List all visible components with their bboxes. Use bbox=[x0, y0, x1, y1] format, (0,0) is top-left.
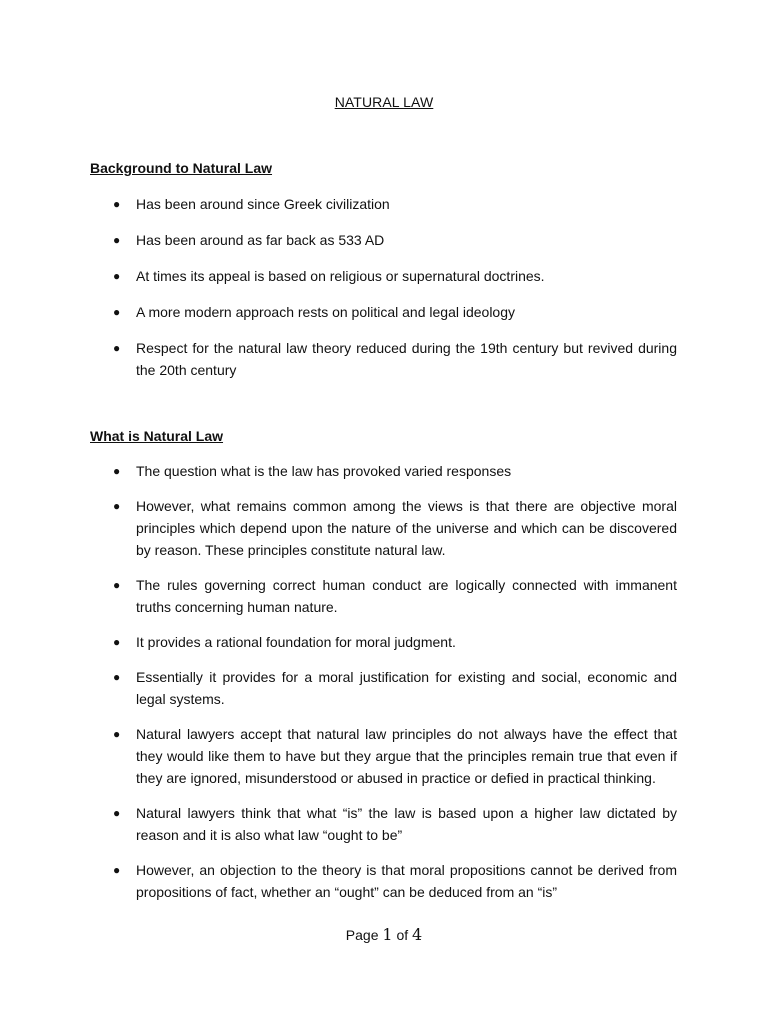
of-label: of bbox=[396, 927, 409, 943]
list-item bbox=[0, 337, 677, 381]
list-item bbox=[0, 574, 677, 618]
list-item bbox=[0, 229, 677, 251]
bullet-icon: ● bbox=[113, 305, 121, 319]
list-item-text: Natural lawyers think that what “is” the law is based upon a higher law dictated by reason and it is also what law “ought to be” bbox=[136, 805, 677, 843]
bullet-icon: ● bbox=[113, 233, 121, 247]
bullet-icon: ● bbox=[113, 806, 121, 820]
what-is-bullet-list bbox=[0, 460, 768, 903]
list-item bbox=[0, 631, 677, 653]
list-item-text: A more modern approach rests on political and legal ideology bbox=[136, 304, 516, 320]
list-item bbox=[0, 859, 677, 903]
list-item-text: At times its appeal is based on religious or supernatural doctrines. bbox=[136, 268, 545, 284]
list-item-text: Natural lawyers accept that natural law principles do not always have the effect that they would like them to have but they argue that the principles remain true that even if they are ignored, misunderstood or abused in practice or defied in practical thinking. bbox=[136, 726, 677, 786]
page-label: Page bbox=[345, 927, 379, 943]
list-item-text: The rules governing correct human conduct are logically connected with immanent truths concerning human nature. bbox=[136, 577, 677, 615]
bullet-icon: ● bbox=[113, 863, 121, 877]
list-item-text: However, an objection to the theory is that moral propositions cannot be derived from propositions of fact, whether an “ought” can be deduced from an “is” bbox=[136, 862, 677, 900]
list-item bbox=[0, 666, 677, 710]
bullet-icon: ● bbox=[113, 499, 121, 513]
list-item bbox=[0, 265, 677, 287]
bullet-icon: ● bbox=[113, 269, 121, 283]
list-item-text: Has been around since Greek civilization bbox=[136, 196, 390, 212]
list-item bbox=[0, 460, 677, 482]
bullet-icon: ● bbox=[113, 578, 121, 592]
current-page-number: 1 bbox=[382, 925, 393, 944]
total-pages-number: 4 bbox=[412, 925, 423, 944]
bullet-icon: ● bbox=[113, 197, 121, 211]
bullet-icon: ● bbox=[113, 341, 121, 355]
document-title: NATURAL LAW bbox=[334, 94, 434, 110]
bullet-icon: ● bbox=[113, 670, 121, 684]
list-item bbox=[0, 193, 677, 215]
list-item bbox=[0, 495, 677, 561]
bullet-icon: ● bbox=[113, 727, 121, 741]
list-item-text: It provides a rational foundation for moral judgment. bbox=[136, 634, 456, 650]
section-heading-background: Background to Natural Law bbox=[90, 160, 273, 176]
list-item bbox=[0, 802, 677, 846]
list-item-text: The question what is the law has provoked varied responses bbox=[136, 463, 512, 479]
list-item bbox=[0, 723, 677, 789]
section-heading-what-is: What is Natural Law bbox=[90, 428, 224, 444]
list-item-text: Essentially it provides for a moral justification for existing and social, economic and legal systems. bbox=[136, 669, 677, 707]
bullet-icon: ● bbox=[113, 635, 121, 649]
bullet-icon: ● bbox=[113, 464, 121, 478]
background-bullet-list bbox=[0, 193, 768, 381]
page-footer bbox=[0, 925, 768, 944]
list-item-text: However, what remains common among the views is that there are objective moral principles which depend upon the nature of the universe and which can be discovered by reason. These principles constitute natural law. bbox=[136, 498, 677, 558]
list-item-text: Respect for the natural law theory reduced during the 19th century but revived during the 20th century bbox=[136, 340, 677, 378]
list-item-text: Has been around as far back as 533 AD bbox=[136, 232, 385, 248]
list-item bbox=[0, 301, 677, 323]
